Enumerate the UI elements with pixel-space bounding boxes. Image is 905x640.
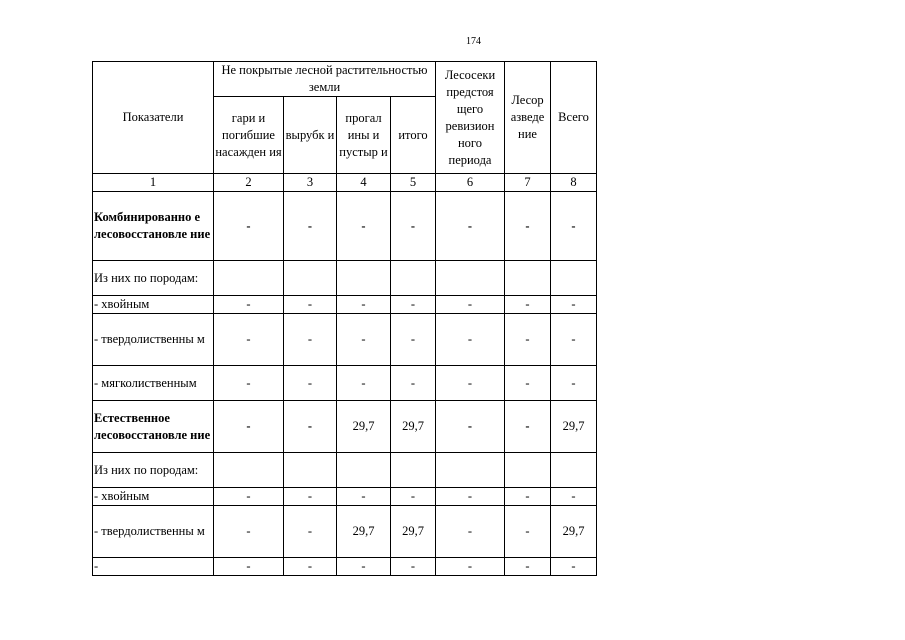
table-row [93,453,597,488]
table-cell: - [337,192,391,261]
row-label: Из них по породам: [93,261,214,296]
table-row [93,366,597,401]
column-number: 3 [284,174,337,192]
header-all: Всего [551,62,597,174]
row-label: Из них по породам: [93,453,214,488]
header-not-covered-group: Не покрытые лесной растительностью земли [214,62,436,97]
row-label: - хвойным [93,296,214,314]
table-cell: - [436,314,505,366]
table-cell: - [391,488,436,506]
table-cell: - [551,296,597,314]
table-cell: - [214,488,284,506]
table-cell: - [551,488,597,506]
table-cell: 29,7 [551,506,597,558]
table-cell [337,261,391,296]
table-cell: - [505,366,551,401]
column-number: 2 [214,174,284,192]
table-cell: - [391,314,436,366]
table-cell: - [436,558,505,576]
table-cell [436,453,505,488]
column-number: 7 [505,174,551,192]
table-cell: - [214,366,284,401]
table-row [93,488,597,506]
row-label: - твердолиственны м [93,506,214,558]
row-label: Комбинированно е лесовосстановле ние [93,192,214,261]
column-number: 1 [93,174,214,192]
table-cell: - [214,401,284,453]
column-number: 5 [391,174,436,192]
table-cell: - [551,558,597,576]
table-row [93,296,597,314]
table-cell: - [337,366,391,401]
table-cell [551,453,597,488]
table-cell: - [505,401,551,453]
table-cell: - [337,558,391,576]
table-cell [551,261,597,296]
row-label: - [93,558,214,576]
table-row [93,558,597,576]
table-cell [436,261,505,296]
column-number: 6 [436,174,505,192]
table-cell: - [337,314,391,366]
table-row [93,506,597,558]
table-cell: - [436,488,505,506]
table-cell: - [284,296,337,314]
table-cell: - [391,192,436,261]
table-cell: 29,7 [391,506,436,558]
table-cell: - [436,401,505,453]
row-label: Естественное лесовосстановле ние [93,401,214,453]
table-cell: - [284,488,337,506]
page-number: 174 [466,36,481,47]
header-indicators: Показатели [93,62,214,174]
table-row [93,401,597,453]
column-number: 8 [551,174,597,192]
table-cell: - [337,296,391,314]
row-label: - мягколиственным [93,366,214,401]
header-forest-breeding: Лесор азведе ние [505,62,551,174]
header-glades: прогал ины и пустыр и [337,97,391,174]
table-cell [214,453,284,488]
column-number-row [93,174,597,192]
header-burned: гари и погибшие насажден ия [214,97,284,174]
table-cell: - [551,314,597,366]
table-cell: - [284,314,337,366]
table-cell: - [214,192,284,261]
table-cell: - [436,506,505,558]
table-cell [284,261,337,296]
table-cell [391,453,436,488]
table-cell: - [505,314,551,366]
table-cell: - [214,506,284,558]
table-cell: - [505,558,551,576]
table-cell: 29,7 [391,401,436,453]
table-cell: - [214,558,284,576]
table-cell: - [505,488,551,506]
table-cell [284,453,337,488]
table-row [93,261,597,296]
table-cell: - [284,401,337,453]
table-cell: - [551,366,597,401]
header-cutting: вырубк и [284,97,337,174]
header-felling-areas: Лесосеки предстоя щего ревизион ного периода [436,62,505,174]
table-cell: - [391,366,436,401]
table-cell: - [284,366,337,401]
table-cell [391,261,436,296]
table-cell: - [436,296,505,314]
header-total: итого [391,97,436,174]
table-cell: 29,7 [337,506,391,558]
table-cell: - [505,506,551,558]
table-cell: - [505,296,551,314]
row-label: - твердолиственны м [93,314,214,366]
table-cell: - [436,366,505,401]
table-cell [337,453,391,488]
table-cell: - [284,558,337,576]
table-cell: - [391,296,436,314]
table-cell: 29,7 [337,401,391,453]
table-cell: - [436,192,505,261]
table-cell: - [505,192,551,261]
row-label: - хвойным [93,488,214,506]
table-cell: - [551,192,597,261]
table-cell: - [284,506,337,558]
table-cell: - [284,192,337,261]
table-row [93,314,597,366]
table-row [93,192,597,261]
forest-restoration-table [92,61,597,576]
table-cell: - [214,314,284,366]
table-cell: - [391,558,436,576]
table-cell [214,261,284,296]
table-cell [505,261,551,296]
table-cell: 29,7 [551,401,597,453]
table-cell: - [214,296,284,314]
table-cell: - [337,488,391,506]
table-cell [505,453,551,488]
column-number: 4 [337,174,391,192]
